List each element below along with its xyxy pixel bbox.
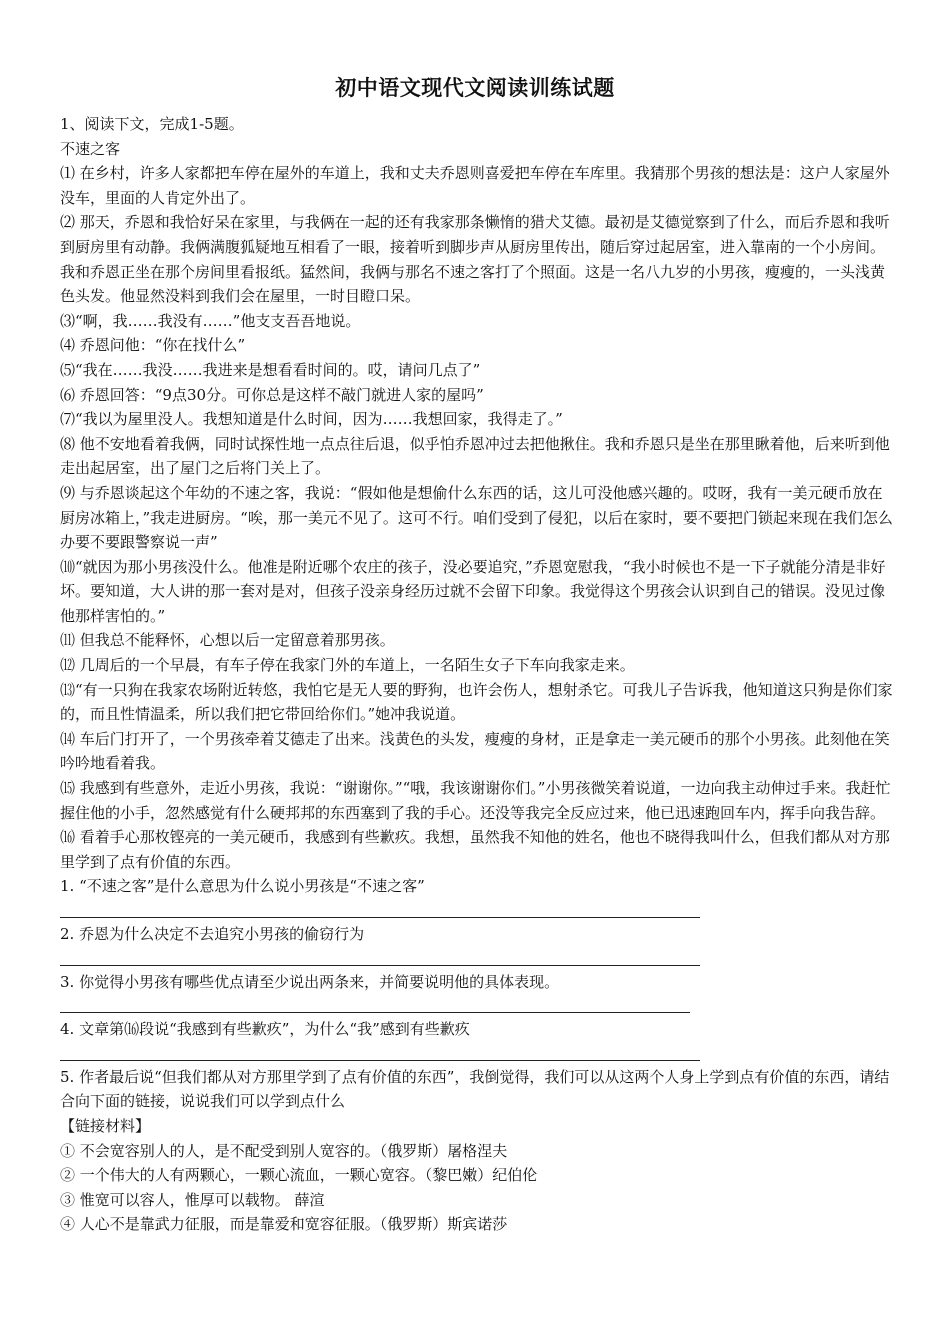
paragraph-15: ⒂ 我感到有些意外，走近小男孩，我说：“谢谢你。”“哦，我该谢谢你们。”小男孩微笑着说道，一边向我主动伸过手来。我赶忙握住他的小手，忽然感觉有什么硬邦邦的东西塞到了我的手心。还没等我完全反应过来，他已迅速跑回车内，挥手向我告辞。 (60, 779, 891, 822)
paragraph-7: ⑺“我以为屋里没人。我想知道是什么时间，因为……我想回家，我得走了。” (60, 410, 563, 429)
question-1: 1. “不速之客”是什么意思为什么说小男孩是“不速之客” (60, 877, 425, 896)
question-5: 5. 作者最后说“但我们都从对方那里学到了点有价值的东西”，我倒觉得，我们可以从这两个人身上学到点有价值的东西，请结合向下面的链接，说说我们可以学到点什么 (60, 1067, 890, 1111)
question-3: 3. 你觉得小男孩有哪些优点请至少说出两条来，并简要说明他的具体表现。 (60, 972, 560, 991)
document-body (60, 112, 896, 1237)
paragraph-3: ⑶“啊，我……我没有……”他支支吾吾地说。 (60, 311, 361, 330)
paragraph-10: ⑽“就因为那小男孩没什么。他准是附近哪个农庄的孩子，没必要追究，”乔恩宽慰我，“我小时候也不是一下子就能分清是非好坏。要知道，大人讲的那一套对是对，但孩子没亲身经历过就不会留下印象。我觉得这个男孩会认识到自己的错误。没见过像他那样害怕的。” (60, 557, 886, 625)
paragraph-5: ⑸“我在……我没……我进来是想看看时间的。哎，请问几点了” (60, 360, 481, 379)
paragraph-16: ⒃ 看着手心那枚铿亮的一美元硬币，我感到有些歉疚。我想，虽然我不知他的姓名，他也不晓得我叫什么，但我们都从对方那里学到了点有价值的东西。 (60, 828, 890, 871)
answer-line-3[interactable] (60, 994, 690, 1013)
paragraph-12: ⑿ 几周后的一个早晨，有车子停在我家门外的车道上，一名陌生女子下车向我家走来。 (60, 656, 635, 675)
link-title: 【链接材料】 (60, 1116, 151, 1135)
paragraph-4: ⑷ 乔恩问他：“你在找什么” (60, 336, 246, 355)
paragraph-1: ⑴ 在乡村，许多人家都把车停在屋外的车道上，我和丈夫乔恩则喜爱把车停在车库里。我猜那个男孩的想法是：这户人家屋外没车，里面的人肯定外出了。 (60, 164, 890, 207)
paragraph-2: ⑵ 那天，乔恩和我恰好呆在家里，与我俩在一起的还有我家那条懒惰的猎犬艾德。最初是艾德觉察到了什么，而后乔恩和我听到厨房里有动静。我俩满腹狐疑地互相看了一眼，接着听到脚步声从厨房里传出，随后穿过起居室，进入靠南的一个小房间。我和乔恩正坐在那个房间里看报纸。猛然间，我俩与那名不速之客打了个照面。这是一名八九岁的小男孩，瘦瘦的，一头浅黄色头发。他显然没料到我们会在屋里，一时目瞪口呆。 (60, 213, 890, 306)
link-item-1: ① 不会宽容别人的人，是不配受到别人宽容的。（俄罗斯）屠格涅夫 (60, 1141, 508, 1160)
paragraph-11: ⑾ 但我总不能释怀，心想以后一定留意着那男孩。 (60, 631, 395, 650)
question-4: 4. 文章第⒃段说“我感到有些歉疚”，为什么“我”感到有些歉疚 (60, 1020, 470, 1039)
paragraph-8: ⑻ 他不安地看着我俩，同时试探性地一点点往后退，似乎怕乔恩冲过去把他揪住。我和乔恩只是坐在那里瞅着他，后来听到他走出起居室，出了屋门之后将门关上了。 (60, 434, 890, 478)
question-2: 2. 乔恩为什么决定不去追究小男孩的偷窃行为 (60, 925, 365, 943)
link-item-3: ③ 惟宽可以容人，惟厚可以载物。 薛渲 (60, 1190, 325, 1209)
link-item-2: ② 一个伟大的人有两颗心，一颗心流血，一颗心宽容。（黎巴嫩）纪伯伦 (60, 1166, 538, 1185)
paragraph-14: ⒁ 车后门打开了，一个男孩牵着艾德走了出来。浅黄色的头发，瘦瘦的身材，正是拿走一美元硬币的那个小男孩。此刻他在笑吟吟地看着我。 (60, 729, 890, 773)
paragraph-9: ⑼ 与乔恩谈起这个年幼的不速之客，我说：“假如他是想偷什么东西的话，这儿可没他感兴趣的。哎呀，我有一美元硬币放在厨房冰箱上，”我走进厨房。“唉，那一美元不见了。这可不行。咱们受到了侵犯，以后在家时，要不要把门锁起来现在我们怎么办要不要跟警察说一声” (60, 483, 893, 552)
answer-line-1[interactable] (60, 899, 700, 918)
answer-line-2[interactable] (60, 947, 700, 966)
answer-line-4[interactable] (60, 1042, 700, 1061)
story-title: 不速之客 (60, 139, 121, 158)
document-title: 初中语文现代文阅读训练试题 (335, 75, 615, 100)
paragraph-6: ⑹ 乔恩回答：“9点30分。可你总是这样不敲门就进人家的屋吗” (60, 385, 484, 404)
link-item-4: ④ 人心不是靠武力征服，而是靠爱和宽容征服。（俄罗斯）斯宾诺莎 (60, 1215, 508, 1234)
paragraph-13: ⒀“有一只狗在我家农场附近转悠，我怕它是无人要的野狗，也许会伤人，想射杀它。可我儿子告诉我，他知道这只狗是你们家的，而且性情温柔，所以我们把它带回给你们。”她冲我说道。 (60, 680, 893, 724)
intro-line: 1、阅读下文，完成1-5题。 (60, 115, 244, 133)
